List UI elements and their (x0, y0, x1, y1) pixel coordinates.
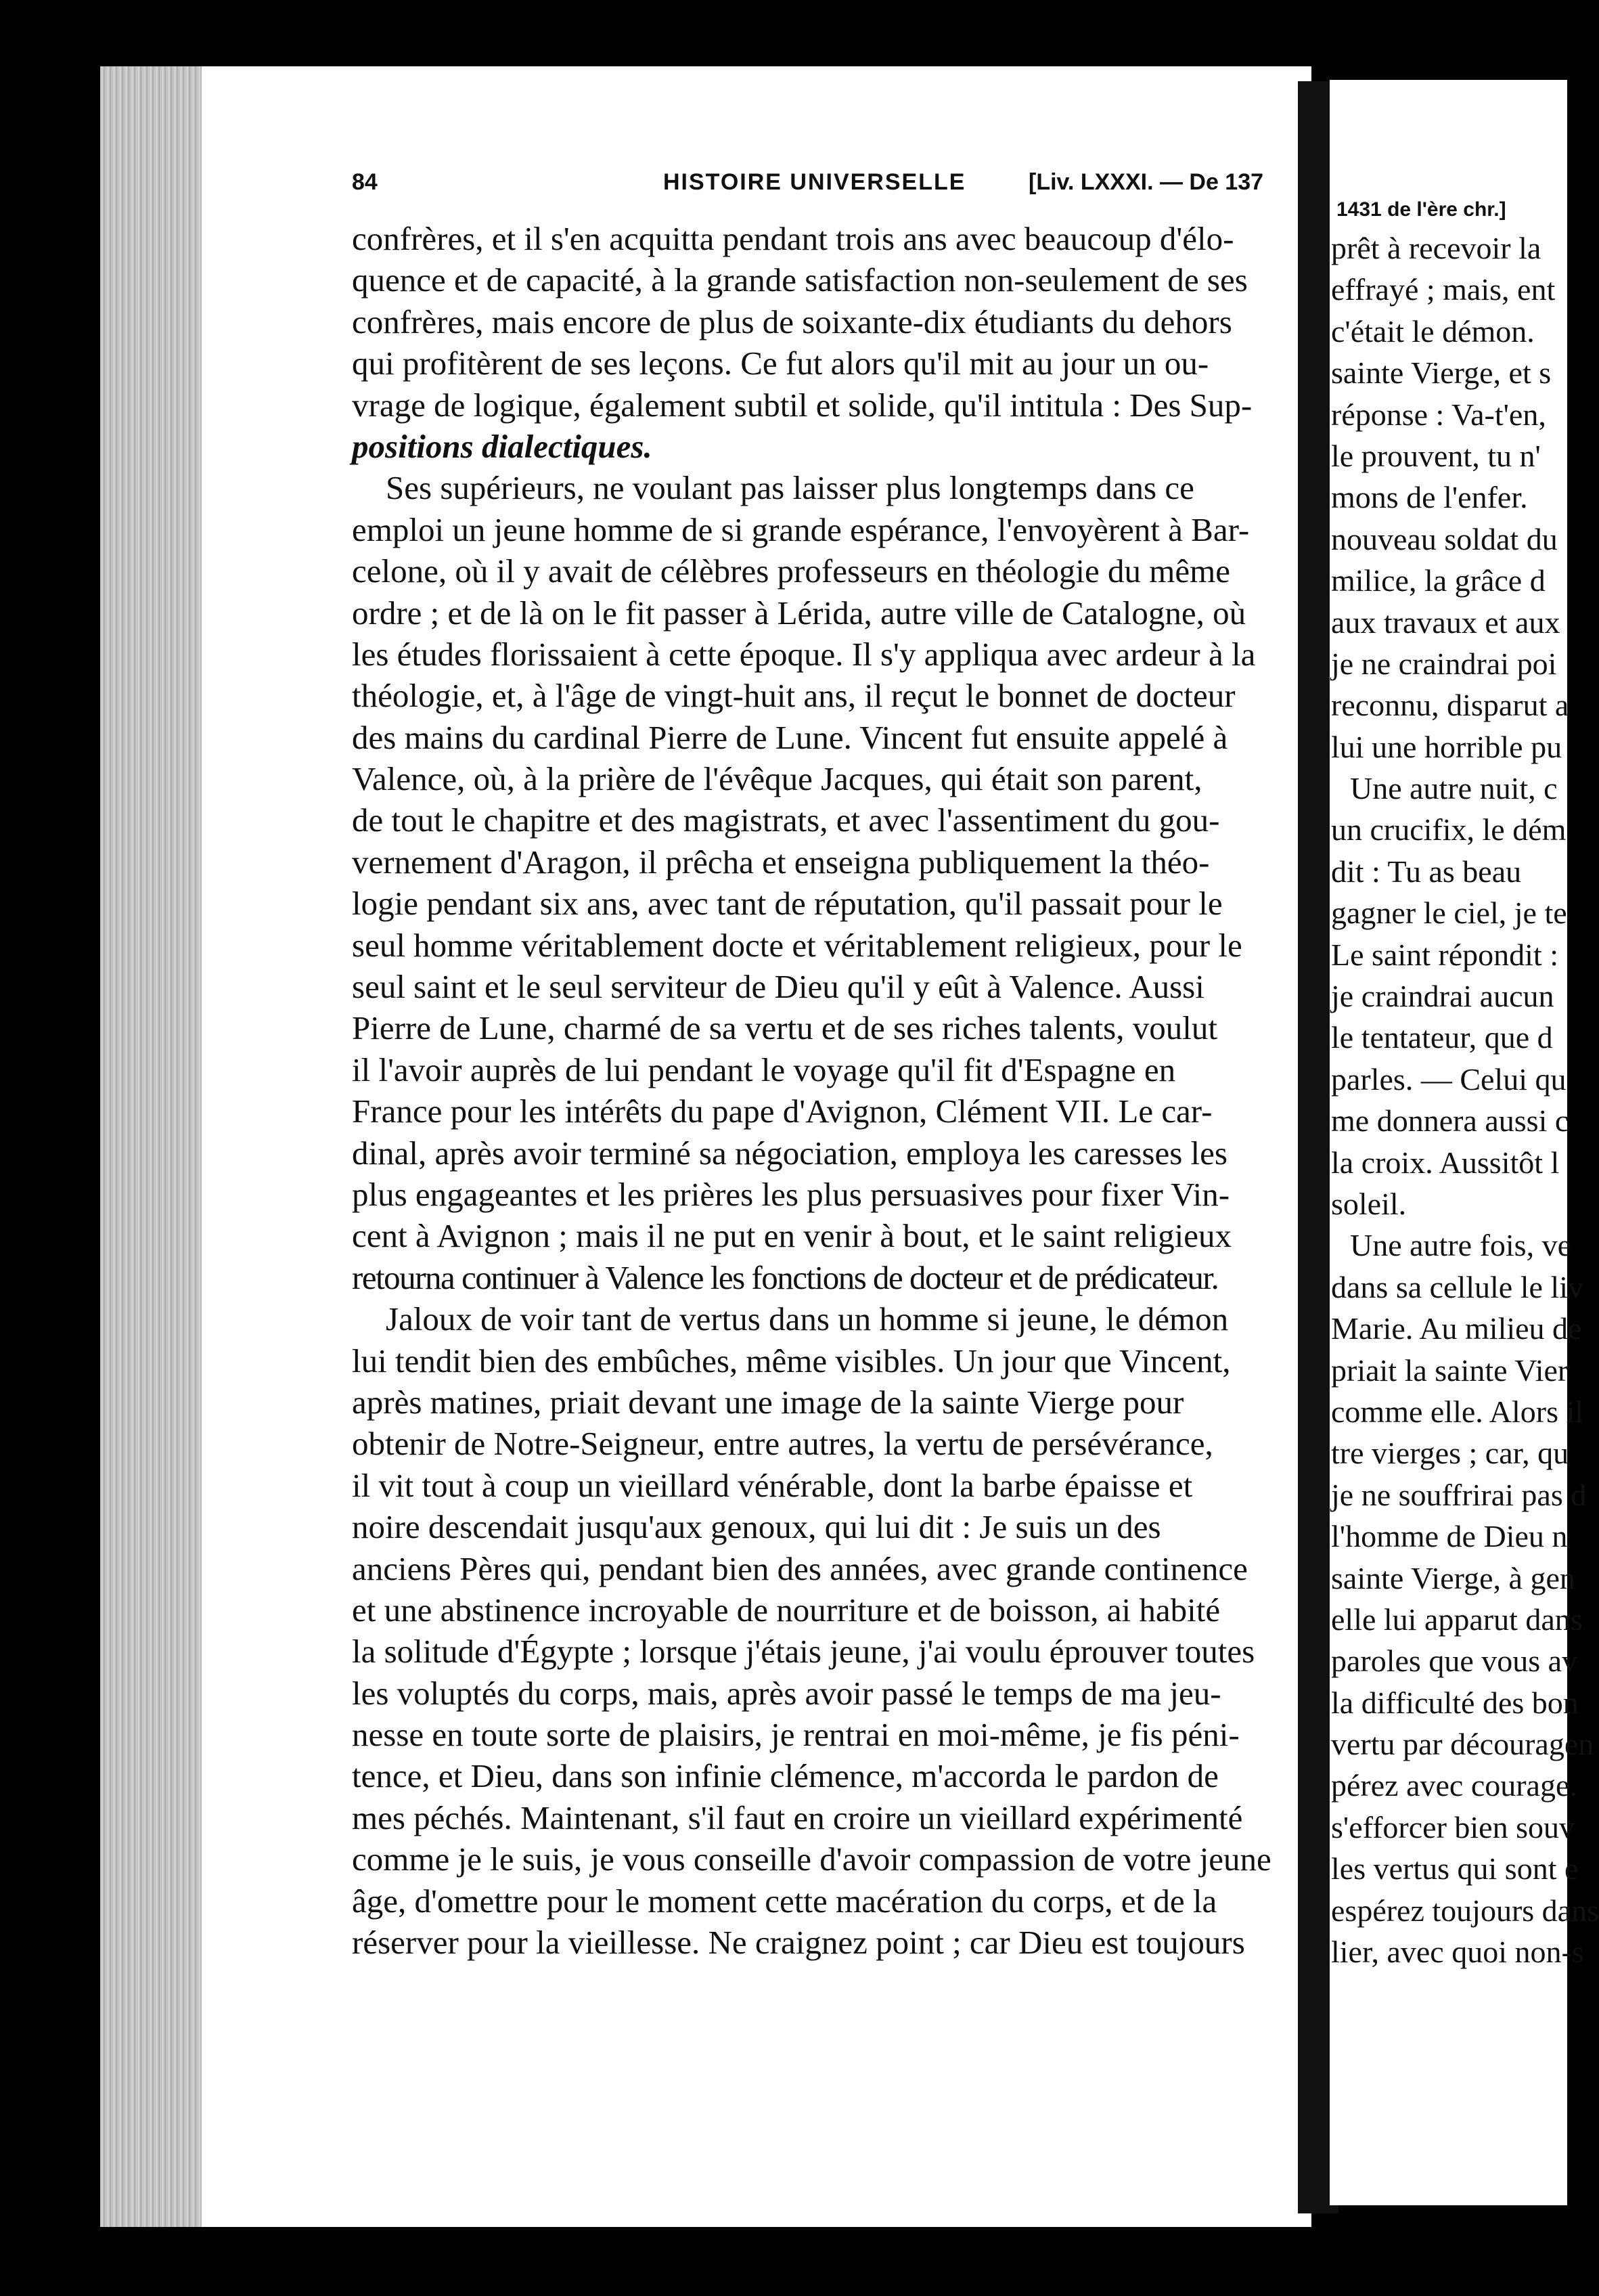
text-line: des mains du cardinal Pierre de Lune. Vincent fut ensuite appelé à (352, 718, 1228, 756)
text-line: milice, la grâce d (1331, 563, 1546, 598)
text-line: confrères, mais encore de plus de soixante-dix étudiants du dehors (352, 303, 1232, 340)
text-line: la difficulté des bon (1331, 1685, 1579, 1720)
text-line: Ses supérieurs, ne voulant pas laisser plus longtemps dans ce (386, 469, 1194, 507)
text-line: vernement d'Aragon, il prêcha et enseigna publiquement la théo- (352, 843, 1210, 881)
text-line: théologie, et, à l'âge de vingt-huit ans, il reçut le bonnet de docteur (352, 677, 1236, 715)
text-line: lier, avec quoi non-s (1331, 1935, 1584, 1970)
text-line: espérez toujours dans (1331, 1893, 1599, 1928)
text-line: dans sa cellule le liv (1331, 1269, 1583, 1304)
text-line: pérez avec courage. (1331, 1768, 1577, 1803)
text-line: positions dialectiques. (352, 427, 652, 465)
text-line: les études florissaient à cette époque. Il s'y appliqua avec ardeur à la (352, 635, 1256, 673)
text-line: lui tendit bien des embûches, même visibles. Un jour que Vincent, (352, 1342, 1231, 1379)
text-line: il l'avoir auprès de lui pendant le voyage qu'il fit d'Espagne en (352, 1051, 1176, 1088)
text-line: Pierre de Lune, charmé de sa vertu et de ses riches talents, voulut (352, 1009, 1217, 1047)
left-page-body (352, 218, 1298, 1963)
text-line: nouveau soldat du (1331, 521, 1558, 556)
text-line: les voluptés du corps, mais, après avoir passé le temps de ma jeu- (352, 1674, 1221, 1712)
text-line: de tout le chapitre et des magistrats, et avec l'assentiment du gou- (352, 801, 1220, 839)
text-line: emploi un jeune homme de si grande espérance, l'envoyèrent à Bar- (352, 510, 1250, 548)
text-line: seul homme véritablement docte et véritablement religieux, pour le (352, 926, 1242, 964)
text-line: un crucifix, le dém (1331, 812, 1567, 847)
text-line: les vertus qui sont e (1331, 1851, 1579, 1886)
text-line: celone, où il y avait de célèbres professeurs en théologie du même (352, 552, 1231, 590)
right-page (1330, 80, 1599, 2205)
text-line: et une abstinence incroyable de nourriture et de boisson, ai habité (352, 1591, 1221, 1629)
text-line: France pour les intérêts du pape d'Avignon, Clément VII. Le car- (352, 1092, 1213, 1130)
text-line: mes péchés. Maintenant, s'il faut en croire un vieillard expérimenté (352, 1798, 1243, 1836)
text-line: l'homme de Dieu n (1331, 1519, 1568, 1554)
text-line: comme je le suis, je vous conseille d'avoir compassion de votre jeune (352, 1840, 1271, 1878)
text-line: cent à Avignon ; mais il ne put en venir à bout, et le saint religieux (352, 1217, 1232, 1255)
text-line: je craindrai aucun (1331, 979, 1554, 1014)
text-line: Une autre fois, ve (1350, 1228, 1571, 1263)
text-line: je ne souffrirai pas d (1331, 1477, 1587, 1512)
text-line: réponse : Va-t'en, (1331, 397, 1546, 432)
text-line: obtenir de Notre-Seigneur, entre autres, la vertu de persévérance, (352, 1425, 1213, 1463)
text-line: prêt à recevoir la (1331, 231, 1541, 265)
text-line: paroles que vous av (1331, 1643, 1578, 1679)
text-line: qui profitèrent de ses leçons. Ce fut alors qu'il mit au jour un ou- (352, 345, 1209, 382)
text-line: noire descendait jusqu'aux genoux, qui lui dit : Je suis un des (352, 1508, 1161, 1546)
text-line: s'efforcer bien souv (1331, 1809, 1575, 1845)
text-line: elle lui apparut dans (1331, 1602, 1583, 1637)
running-title: HISTOIRE UNIVERSELLE (663, 169, 966, 195)
text-line: Marie. Au milieu de (1331, 1311, 1582, 1346)
text-line: nesse en toute sorte de plaisirs, je rentrai en moi-même, je fis péni- (352, 1716, 1240, 1754)
right-page-header: 1431 de l'ère chr.] (1336, 198, 1506, 221)
text-line: soleil. (1331, 1186, 1407, 1221)
text-line: tre vierges ; car, qu (1331, 1436, 1569, 1471)
text-line: aux travaux et aux (1331, 604, 1560, 640)
text-line: dit : Tu as beau (1331, 854, 1522, 889)
text-line: sainte Vierge, et s (1331, 355, 1552, 391)
text-line: je ne craindrai poi (1331, 646, 1557, 681)
text-line: Valence, où, à la prière de l'évêque Jacques, qui était son parent, (352, 760, 1202, 798)
text-line: le tentateur, que d (1331, 1020, 1553, 1055)
text-line: logie pendant six ans, avec tant de réputation, qu'il passait pour le (352, 885, 1223, 923)
text-line: ordre ; et de là on le fit passer à Lérida, autre ville de Catalogne, où (352, 594, 1246, 632)
text-line: me donnera aussi c (1331, 1103, 1569, 1139)
text-line: comme elle. Alors il (1331, 1394, 1584, 1429)
right-page-body (1330, 227, 1599, 1972)
text-line: dinal, après avoir terminé sa négociation, employa les caresses les (352, 1134, 1228, 1172)
text-line: vrage de logique, également subtil et solide, qu'il intitula : Des Sup- (352, 386, 1253, 424)
text-line: gagner le ciel, je te (1331, 896, 1567, 931)
text-line: reconnu, disparut a (1331, 688, 1569, 723)
text-line: quence et de capacité, à la grande satisfaction non-seulement de ses (352, 261, 1248, 299)
text-line: plus engageantes et les prières les plus persuasives pour fixer Vin- (352, 1175, 1230, 1213)
text-line: anciens Pères qui, pendant bien des années, avec grande continence (352, 1549, 1248, 1587)
text-line: Une autre nuit, c (1350, 771, 1558, 806)
text-line: sainte Vierge, à gen (1331, 1560, 1575, 1595)
text-line: le prouvent, tu n' (1331, 438, 1541, 473)
text-line: tence, et Dieu, dans son infinie clémence, m'accorda le pardon de (352, 1757, 1219, 1795)
text-line: mons de l'enfer. (1331, 480, 1528, 515)
text-line: parles. — Celui qu (1331, 1061, 1567, 1097)
text-line: il vit tout à coup un vieillard vénérable, dont la barbe épaisse et (352, 1466, 1193, 1504)
text-line: effrayé ; mais, ent (1331, 272, 1556, 307)
text-line: vertu par découragen (1331, 1727, 1594, 1762)
text-line: confrères, et il s'en acquitta pendant trois ans avec beaucoup d'élo- (352, 220, 1234, 257)
text-line: c'était le démon. (1331, 313, 1535, 349)
text-line: réserver pour la vieillesse. Ne craignez point ; car Dieu est toujours (352, 1924, 1245, 1962)
text-line: après matines, priait devant une image de la sainte Vierge pour (352, 1383, 1184, 1421)
text-line: priait la sainte Vier (1331, 1352, 1569, 1388)
section-reference: [Liv. LXXXI. — De 137 (1029, 169, 1264, 195)
text-line: seul saint et le seul serviteur de Dieu qu'il y eût à Valence. Aussi (352, 968, 1204, 1006)
left-page-edge (100, 66, 202, 2227)
text-line: âge, d'omettre pour le moment cette macération du corps, et de la (352, 1882, 1217, 1920)
page-number: 84 (352, 169, 378, 195)
page-header (352, 169, 1296, 210)
text-line: la croix. Aussitôt l (1331, 1145, 1560, 1180)
text-line: la solitude d'Égypte ; lorsque j'étais jeune, j'ai voulu éprouver toutes (352, 1633, 1255, 1671)
text-line: Le saint répondit : (1331, 937, 1558, 972)
text-line: Jaloux de voir tant de vertus dans un homme si jeune, le démon (386, 1300, 1229, 1338)
text-line: lui une horrible pu (1331, 729, 1562, 764)
text-line: retourna continuer à Valence les fonctions de docteur et de prédicateur. (352, 1258, 1219, 1296)
